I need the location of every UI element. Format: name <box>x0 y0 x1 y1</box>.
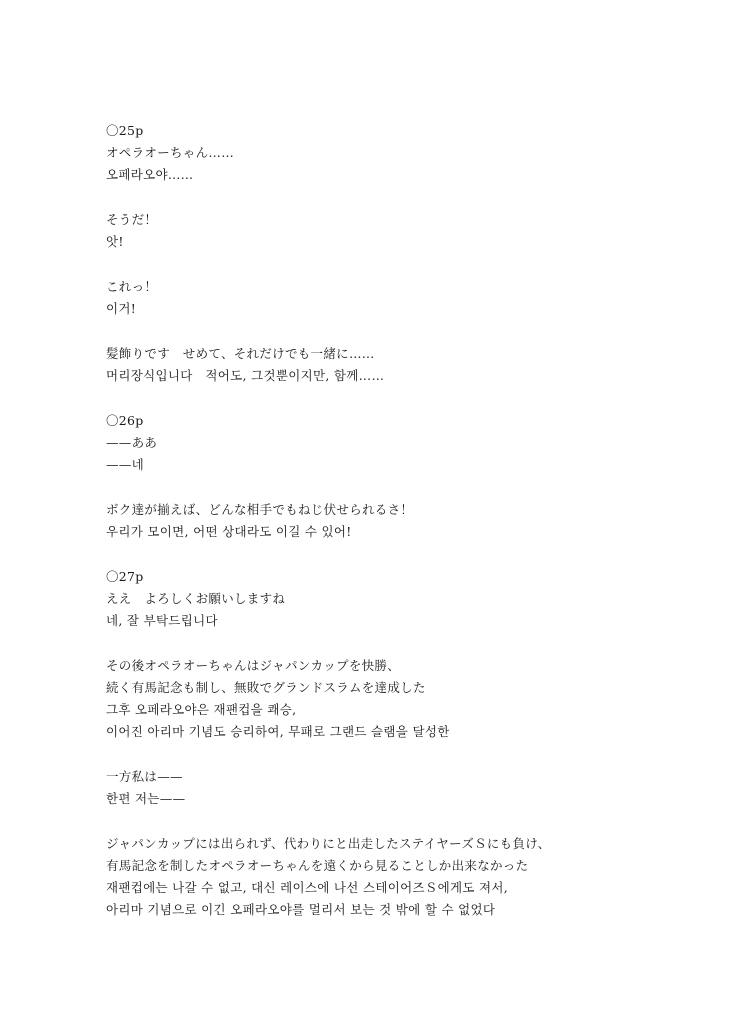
japanese-line: その後オペラオーちゃんはジャパンカップを快勝、 <box>106 658 401 673</box>
korean-line: 그후 오페라오야은 재팬컵을 쾌승, <box>106 702 297 717</box>
japanese-line: ボク達が揃えば、どんな相手でもねじ伏せられるさ！ <box>106 502 414 517</box>
korean-line: 아리마 기념으로 이긴 오페라오야를 멀리서 보는 것 밖에 할 수 없었다 <box>106 902 496 917</box>
korean-line: 네, 잘 부탁드립니다 <box>106 613 218 628</box>
korean-line: 이거! <box>106 301 137 316</box>
korean-line: 우리가 모이면, 어떤 상대라도 이길 수 있어! <box>106 524 352 539</box>
dialogue-block <box>106 209 706 253</box>
section-26p <box>106 410 706 476</box>
korean-line: 오페라오야…… <box>106 167 194 182</box>
dialogue-block <box>106 343 706 387</box>
japanese-line: ええ よろしくお願いしますね <box>106 591 286 606</box>
section-27p <box>106 566 706 632</box>
document-page <box>106 120 706 944</box>
japanese-line: そうだ！ <box>106 212 158 227</box>
page-marker: 〇25p <box>106 123 144 138</box>
section-25p <box>106 120 706 186</box>
page-marker: 〇26p <box>106 413 144 428</box>
korean-line: 이어진 아리마 기념도 승리하여, 무패로 그랜드 슬램을 달성한 <box>106 724 450 739</box>
japanese-line: ——ああ <box>106 435 158 450</box>
japanese-line: 続く有馬記念も制し、無敗でグランドスラムを達成した <box>106 680 426 695</box>
narration-block <box>106 655 706 743</box>
korean-line: 재팬컵에는 나갈 수 없고, 대신 레이스에 나선 스테이어즈Ｓ에게도 져서, <box>106 880 509 895</box>
narration-block <box>106 766 706 810</box>
japanese-line: 一方私は—— <box>106 769 183 784</box>
japanese-line: 髪飾りです せめて、それだけでも一緒に…… <box>106 346 375 361</box>
narration-block <box>106 833 706 921</box>
japanese-line: オペラオーちゃん…… <box>106 145 235 160</box>
japanese-line: ジャパンカップには出られず、代わりにと出走したステイヤーズＳにも負け、 <box>106 836 551 851</box>
japanese-line: 有馬記念を制したオペラオーちゃんを遠くから見ることしか出来なかった <box>106 858 529 873</box>
dialogue-block <box>106 499 706 543</box>
japanese-line: これっ！ <box>106 279 158 294</box>
dialogue-block <box>106 276 706 320</box>
korean-line: ——네 <box>106 457 144 472</box>
korean-line: 머리장식입니다 적어도, 그것뿐이지만, 함께…… <box>106 368 385 383</box>
korean-line: 앗! <box>106 234 124 249</box>
korean-line: 한편 저는—— <box>106 791 186 806</box>
page-marker: 〇27p <box>106 569 144 584</box>
